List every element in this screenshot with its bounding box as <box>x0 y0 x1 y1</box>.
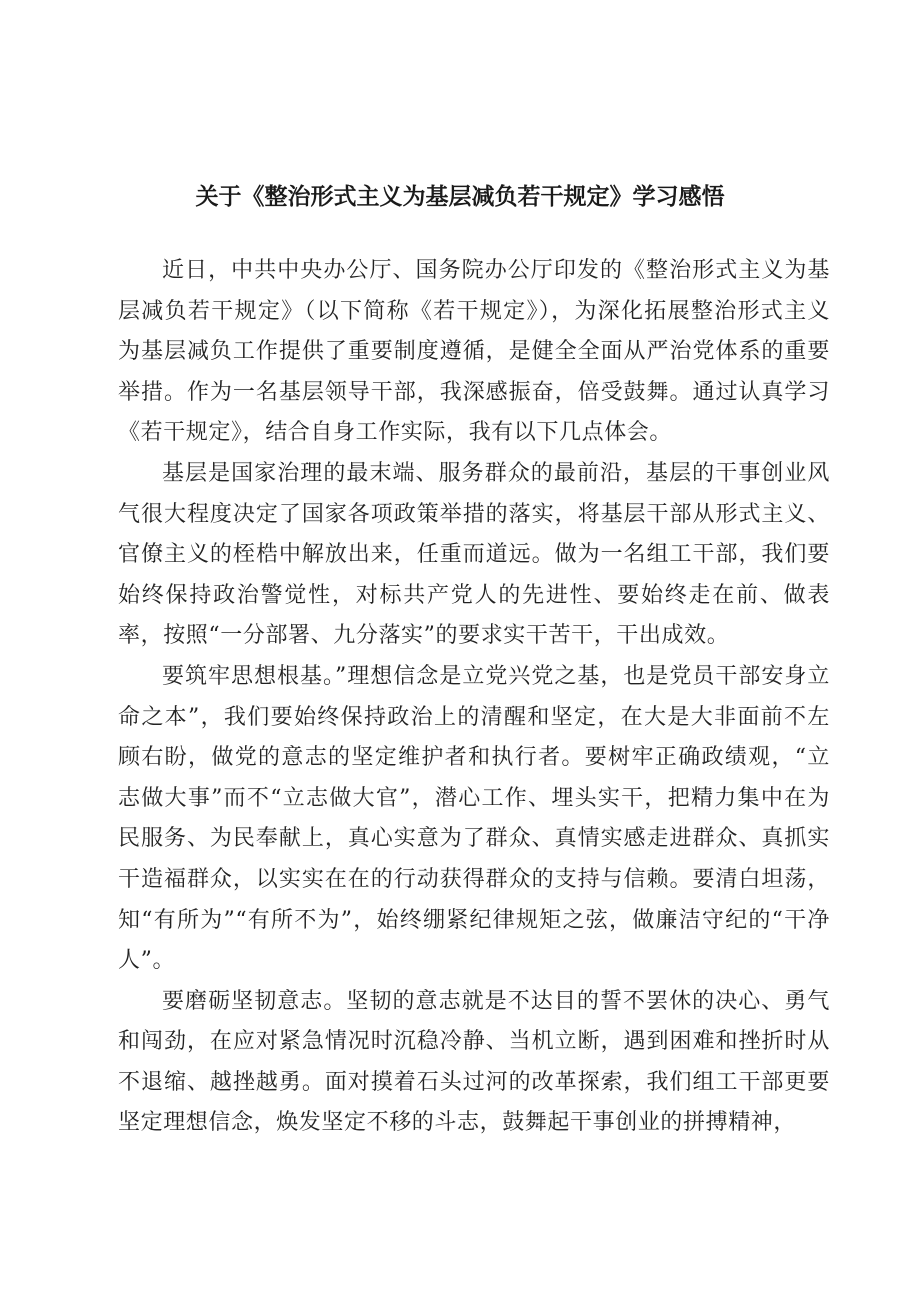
document-title: 关于《整治形式主义为基层减负若干规定》学习感悟 <box>195 184 725 211</box>
paragraph-intro: 近日，中共中央办公厅、国务院办公厅印发的《整治形式主义为基层减负若干规定》（以下简称《若干规定》），为深化拓展整治形式主义为基层减负工作提供了重要制度遵循，是健全全面从严治党体系的重要举措。作为一名基层领导干部，我深感振奋，倍受鼓舞。通过认真学习《若干规定》，结合自身工作实际，我有以下几点体会。 <box>118 258 830 446</box>
paragraph-ideology: 要筑牢思想根基。”理想信念是立党兴党之基，也是党员干部安身立命之本”，我们要始终保持政治上的清醒和坚定，在大是大非面前不左顾右盼，做党的意志的坚定维护者和执行者。要树牢正确政绩观，“立志做大事”而不“立志做大官”，潜心工作、埋头实干，把精力集中在为民服务、为民奉献上，真心实意为了群众、真情实感走进群众、真抓实干造福群众，以实实在在的行动获得群众的支持与信赖。要清白坦荡，知“有所为”“有所不为”，始终绷紧纪律规矩之弦，做廉洁守纪的“干净人”。 <box>118 663 830 974</box>
document-body <box>118 251 830 1144</box>
paragraph-willpower: 要磨砺坚韧意志。坚韧的意志就是不达目的誓不罢休的决心、勇气和闯劲，在应对紧急情况时沉稳冷静、当机立断，遇到困难和挫折时从不退缩、越挫越勇。面对摸着石头过河的改革探索，我们组工干部更要坚定理想信念，焕发坚定不移的斗志，鼓舞起干事创业的拼搏精神， <box>118 988 830 1136</box>
paragraph-grassroots: 基层是国家治理的最末端、服务群众的最前沿，基层的干事创业风气很大程度决定了国家各项政策举措的落实，将基层干部从形式主义、官僚主义的桎梏中解放出来，任重而道远。做为一名组工干部，我们要始终保持政治警觉性，对标共产党人的先进性、要始终走在前、做表率，按照“一分部署、九分落实”的要求实干苦干，干出成效。 <box>118 460 830 649</box>
